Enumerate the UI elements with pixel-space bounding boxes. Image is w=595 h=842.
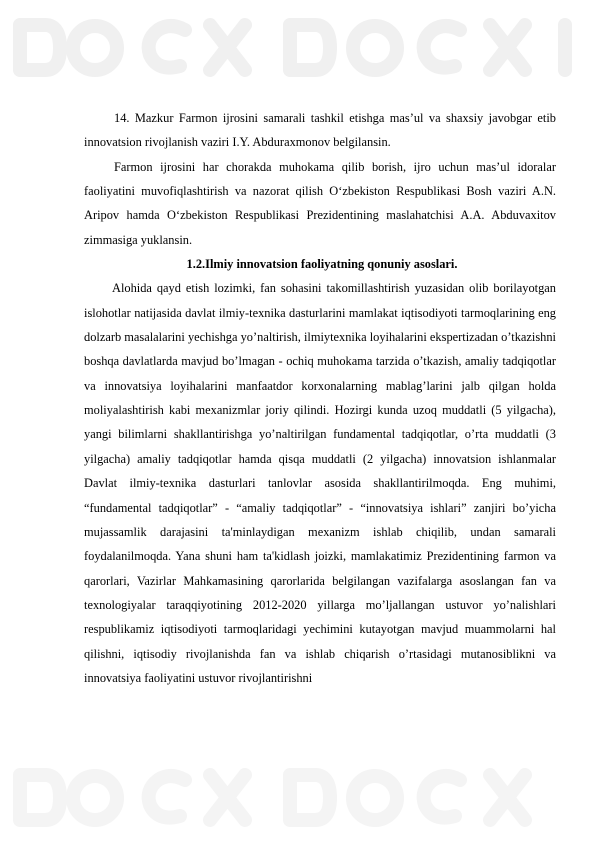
paragraph-control: Farmon ijrosini har chorakda muhokama qilib borish, ijro uchun mas’ul idoralar faoliyatini muvofiqlashtirish va nazorat qilish O‘zbekiston Respublikasi Bosh vaziri A.N. Aripov hamda O‘zbekiston Respublikasi Prezidentining maslahatchisi A.A. Abduvaxitov zimmasiga yuklansin. [84,159,556,247]
paragraph-body: Alohida qayd etish lozimki, fan sohasini takomillashtirish yuzasidan olib borilayotgan islohotlar natijasida davlat ilmiy-texnika dasturlarini mamlakat iqtisodiyoti tarmoqlarining eng dolzarb masalalarini yechishga yo’naltirish, ilmiytexnika loyihalarini ekspertizadan o’tkazishni boshqa davlatlarda mavjud bo’lmagan - ochiq muhokama tarzida o’tkazish, amaliy tadqiqotlar va innovatsiya loyihalarini manfaatdor korxonalarning mablag’larini jalb qilgan holda moliyalashtirish kabi mexanizmlar joriy qilindi. Hozirgi kunda uzoq muddatli (5 yilgacha), yangi bilimlarni shakllantirishga yo’naltirilgan fundamental tadqiqotlar, o’rta muddatli (3 yilgacha) amaliy tadqiqotlar hamda qisqa muddatli (2 yilgacha) innovatsion ishlanmalar Davlat ilmiy-texnika dasturlari tanlovlar asosida shakllantirilmoqda. Eng muhimi, “fundamental tadqiqotlar” - “amaliy tadqiqotlar” - “innovatsiya ishlari” zanjiri bo’yicha mujassamlik darajasini ta'minlaydigan mexanizm ishlab chiqilib, undan samarali foydalanilmoqda. Yana shuni ham ta'kidlash joizki, mamlakatimiz Prezidentining farmon va qarorlari, Vazirlar Mahkamasining qarorlarida belgilangan vazifalarga asoslangan fan va texnologiyalar taraqqiyotining 2012-2020 yillarga mo’ljallangan ustuvor yo’nalishlari respublikamiz iqtisodiyoti tarmoqlaridagi yechimini kutayotgan mavjud muammolarni hal qilishni, iqtisodiy rivojlanishda fan va ishlab chiqarish o’rtasidagi mutanosiblikni va innovatsiya faoliyatini ustuvor rivojlantirishni [84,281,556,685]
document-body [84,106,556,690]
paragraph-item-14: 14. Mazkur Farmon ijrosini samarali tashkil etishga mas’ul va shaxsiy javobgar etib innovatsion rivojlanish vaziri I.Y. Abduraxmonov belgilansin. [84,111,556,150]
section-heading: 1.2.Ilmiy innovatsion faoliyatning qonuniy asoslari. [186,257,458,272]
